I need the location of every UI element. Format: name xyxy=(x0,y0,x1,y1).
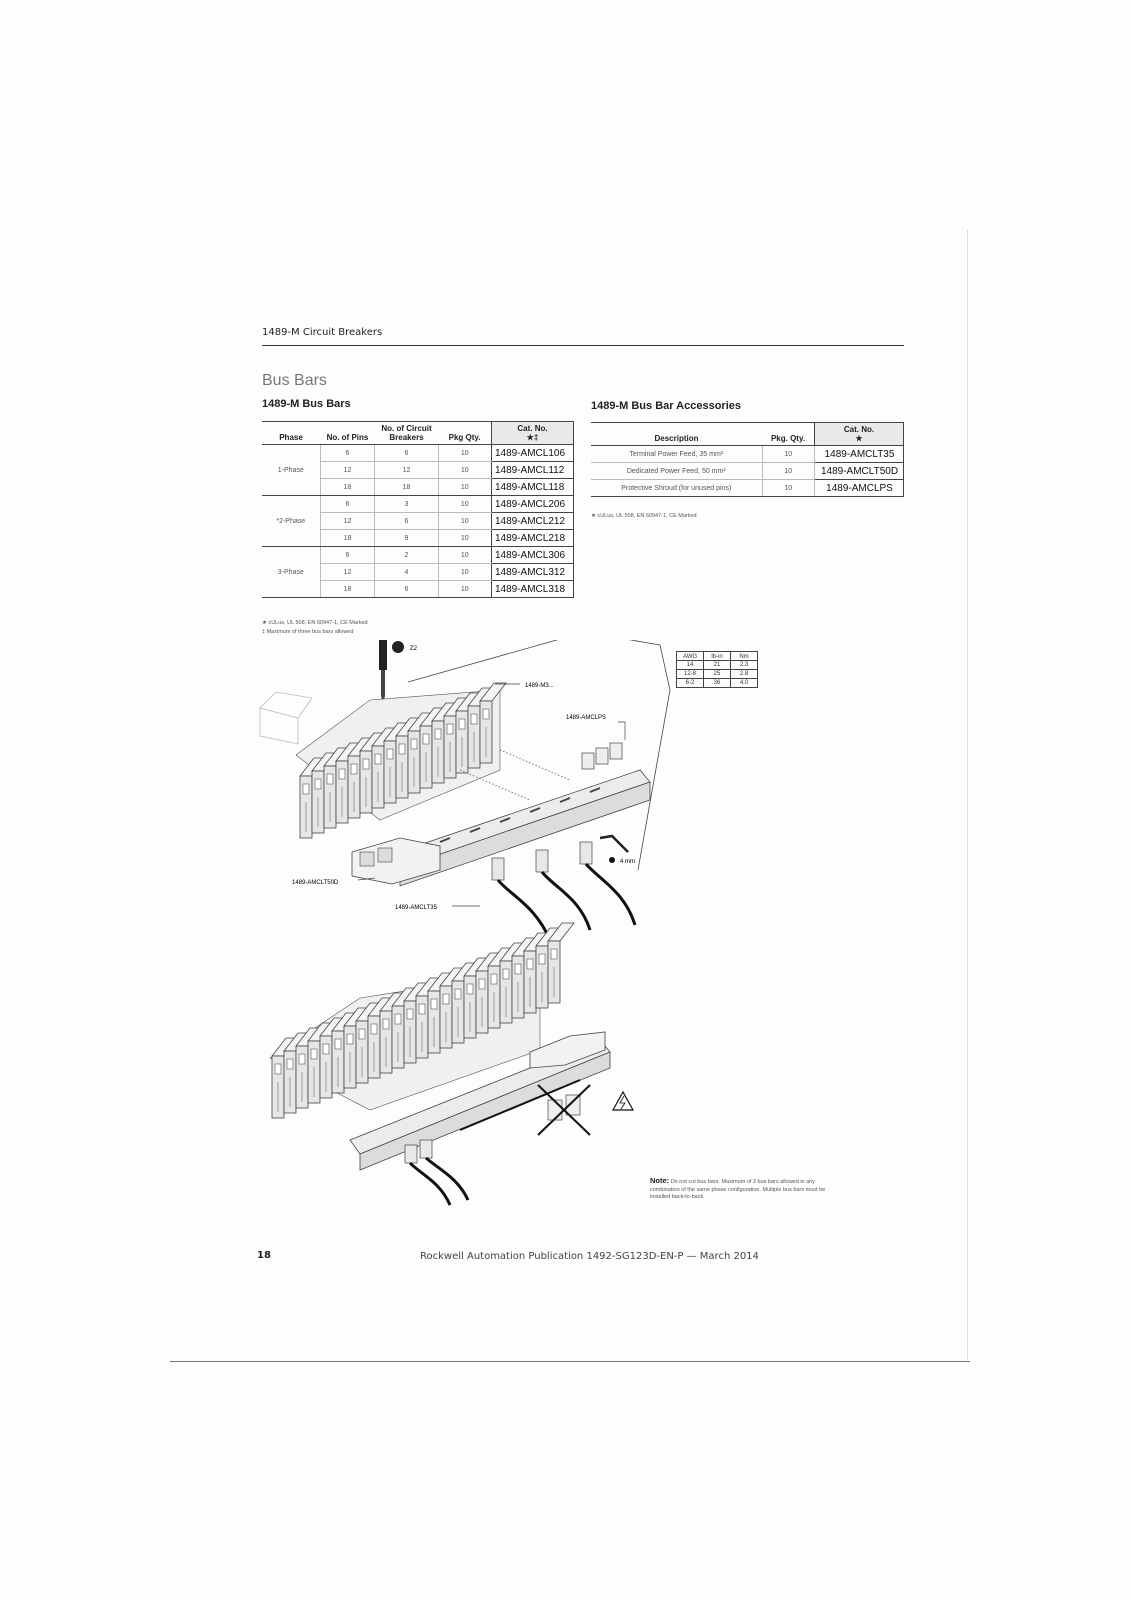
table-row xyxy=(262,496,574,513)
bus-bar-assembly-diagram xyxy=(240,640,880,1220)
running-header: 1489-M Circuit Breakers xyxy=(262,327,383,338)
col-lb-in: lb-in xyxy=(704,652,731,661)
awg-cell: 12-8 xyxy=(677,670,704,679)
qty-cell: 10 xyxy=(762,446,814,463)
electrical-hazard-icon xyxy=(613,1092,633,1110)
col-description: Description xyxy=(591,423,762,446)
cat-no-cell: 1489-AMCL312 xyxy=(491,564,573,581)
qty-cell: 10 xyxy=(762,480,814,497)
section-title: Bus Bars xyxy=(262,372,327,389)
qty-cell: 10 xyxy=(438,530,491,547)
col-qty: Pkg Qty. xyxy=(438,422,491,445)
awg-cell: 6-2 xyxy=(677,679,704,688)
phase-cell: *2-Phase xyxy=(262,496,320,547)
screwdriver-icon xyxy=(379,640,387,670)
hex-key-dot-icon xyxy=(609,857,615,863)
col-cat-no-symbols: ★‡ xyxy=(526,433,539,442)
breakers-cell: 6 xyxy=(375,513,438,530)
hex-key-icon xyxy=(600,836,628,852)
table-row xyxy=(677,661,758,670)
hex-key-size-label: 4 mm xyxy=(620,859,635,865)
pins-cell: 18 xyxy=(320,530,375,547)
pins-cell: 12 xyxy=(320,462,375,479)
qty-cell: 10 xyxy=(438,496,491,513)
qty-cell: 10 xyxy=(438,581,491,598)
bus-bars-footnote-1: ★ cULus, UL 508, EN 60947-1, CE Marked xyxy=(262,620,368,626)
pins-cell: 6 xyxy=(320,496,375,513)
pozidriv-icon xyxy=(392,641,404,653)
pins-cell: 18 xyxy=(320,479,375,496)
cat-no-cell: 1489-AMCL212 xyxy=(491,513,573,530)
table-row xyxy=(591,446,904,463)
breakers-cell: 12 xyxy=(375,462,438,479)
dedicated-feed-callout: 1489-AMCLT50D xyxy=(292,880,339,886)
bus-bars-table xyxy=(262,421,574,598)
header-rule xyxy=(262,345,904,346)
accessories-footnote: ★ cULus, UL 508, EN 60947-1, CE Marked xyxy=(591,513,697,519)
qty-cell: 10 xyxy=(438,547,491,564)
qty-cell: 10 xyxy=(762,463,814,480)
phase-cell: 1-Phase xyxy=(262,445,320,496)
table-header-row xyxy=(262,422,574,445)
screwdriver-size-label: Z2 xyxy=(410,646,418,652)
description-cell: Terminal Power Feed, 35 mm² xyxy=(591,446,762,463)
bus-bars-table-title: 1489-M Bus Bars xyxy=(262,398,351,410)
col-phase: Phase xyxy=(262,422,320,445)
nm-cell: 2.3 xyxy=(731,661,758,670)
table-row xyxy=(677,670,758,679)
col-awg: AWG xyxy=(677,652,704,661)
qty-cell: 10 xyxy=(438,479,491,496)
bus-bars-footnote-2: ‡ Maximum of three bus bars allowed xyxy=(262,629,354,635)
pins-cell: 6 xyxy=(320,445,375,462)
pins-cell: 6 xyxy=(320,547,375,564)
qty-cell: 10 xyxy=(438,462,491,479)
lb-in-cell: 21 xyxy=(704,661,731,670)
pins-cell: 12 xyxy=(320,564,375,581)
table-row xyxy=(262,445,574,462)
pins-cell: 12 xyxy=(320,513,375,530)
breakers-cell: 6 xyxy=(375,581,438,598)
breaker-callout: 1489-M3... xyxy=(525,683,554,689)
page-edge-shadow xyxy=(967,230,968,1360)
breakers-cell: 4 xyxy=(375,564,438,581)
col-cat-no-label: Cat. No. xyxy=(517,424,548,433)
pins-cell: 18 xyxy=(320,581,375,598)
breakers-cell: 6 xyxy=(375,445,438,462)
cat-no-cell: 1489-AMCLPS xyxy=(815,480,904,497)
cat-no-cell: 1489-AMCLT50D xyxy=(815,463,904,480)
cat-no-cell: 1489-AMCL306 xyxy=(491,547,573,564)
lb-in-cell: 36 xyxy=(704,679,731,688)
cat-no-cell: 1489-AMCL218 xyxy=(491,530,573,547)
torque-table xyxy=(676,651,758,688)
col-cat-no-symbol: ★ xyxy=(855,434,863,443)
table-header-row xyxy=(677,652,758,661)
cat-no-cell: 1489-AMCL318 xyxy=(491,581,573,598)
lb-in-cell: 25 xyxy=(704,670,731,679)
shroud-callout: 1489-AMCLPS xyxy=(566,715,607,721)
breakers-cell: 2 xyxy=(375,547,438,564)
scan-edge-line xyxy=(170,1361,970,1362)
breakers-cell: 3 xyxy=(375,496,438,513)
description-cell: Protective Shroud (for unused pins) xyxy=(591,480,762,497)
description-cell: Dedicated Power Feed, 50 mm² xyxy=(591,463,762,480)
qty-cell: 10 xyxy=(438,513,491,530)
note-block xyxy=(650,1177,840,1202)
col-cat-no xyxy=(491,422,573,445)
breakers-cell: 9 xyxy=(375,530,438,547)
page-number: 18 xyxy=(257,1250,271,1261)
cat-no-cell: 1489-AMCLT35 xyxy=(815,446,904,463)
table-header-row xyxy=(591,423,904,446)
col-breakers: No. of Circuit Breakers xyxy=(375,422,438,445)
col-cat-no-label: Cat. No. xyxy=(843,425,875,434)
phase-cell: 3-Phase xyxy=(262,547,320,598)
col-pkg-qty: Pkg. Qty. xyxy=(762,423,814,446)
nm-cell: 2.8 xyxy=(731,670,758,679)
qty-cell: 10 xyxy=(438,445,491,462)
awg-cell: 14 xyxy=(677,661,704,670)
terminal-feed-callout: 1489-AMCLT35 xyxy=(395,905,437,911)
qty-cell: 10 xyxy=(438,564,491,581)
col-nm: Nm xyxy=(731,652,758,661)
note-label: Note: xyxy=(650,1176,670,1185)
cat-no-cell: 1489-AMCL118 xyxy=(491,479,573,496)
cat-no-cell: 1489-AMCL206 xyxy=(491,496,573,513)
table-row xyxy=(591,480,904,497)
table-row xyxy=(262,547,574,564)
col-pins: No. of Pins xyxy=(320,422,375,445)
table-row xyxy=(591,463,904,480)
publication-footer: Rockwell Automation Publication 1492-SG123D-EN-P — March 2014 xyxy=(420,1251,759,1262)
col-cat-no xyxy=(815,423,904,446)
cat-no-cell: 1489-AMCL112 xyxy=(491,462,573,479)
table-row xyxy=(677,679,758,688)
breakers-cell: 18 xyxy=(375,479,438,496)
protective-shroud xyxy=(582,743,622,769)
cat-no-cell: 1489-AMCL106 xyxy=(491,445,573,462)
note-text: Do not cut bus bars. Maximum of 3 bus bars allowed in any combination of the same phase configuration. Multiple bus bars must be installed back-to-back. xyxy=(650,1179,826,1200)
nm-cell: 4.0 xyxy=(731,679,758,688)
accessories-table-title: 1489-M Bus Bar Accessories xyxy=(591,400,742,412)
breaker-row-top xyxy=(296,683,506,838)
accessories-table xyxy=(591,422,904,497)
